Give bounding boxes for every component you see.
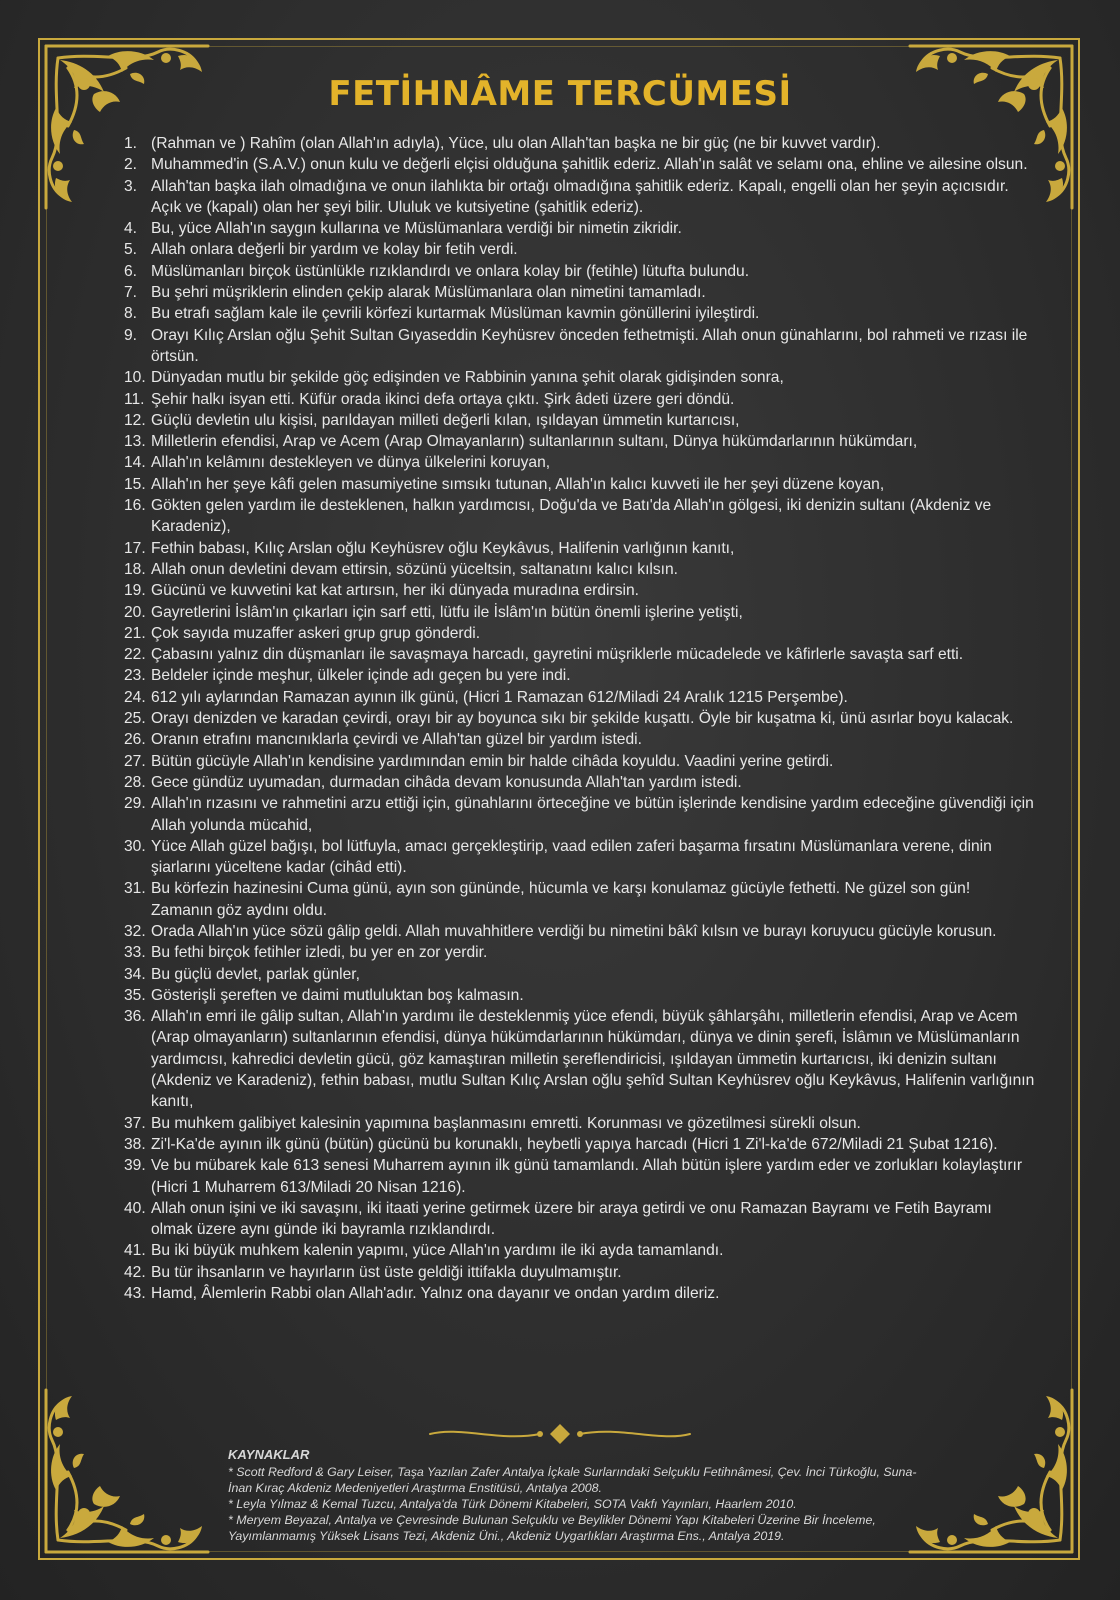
- source-entry: * Scott Redford & Gary Leiser, Taşa Yazılan Zafer Antalya İçkale Surlarındaki Selçuklu Fetihnâmesi, Çev. İnci Türkoğlu, Suna-İnan Kıraç Akdeniz Medeniyetleri Araştırma Enstitüsü, Antalya 2008.: [228, 1465, 917, 1495]
- item-text: Gösterişli şereften ve daimi mutluluktan boş kalmasın.: [151, 986, 524, 1004]
- item-number: 8.: [124, 305, 138, 323]
- item-number: 22.: [124, 646, 146, 664]
- item-number: 11.: [124, 390, 145, 408]
- item-number: 32.: [124, 922, 146, 940]
- item-number: 17.: [124, 539, 146, 557]
- item-text: Bu muhkem galibiyet kalesinin yapımına başlanmasını emretti. Korunması ve gözetilmesi sürekli olsun.: [151, 1114, 861, 1132]
- list-item: [124, 1134, 1036, 1155]
- list-item: [124, 1006, 1036, 1112]
- item-text: Bu iki büyük muhkem kalenin yapımı, yüce Allah'ın yardımı ile iki ayda tamamlandı.: [151, 1242, 724, 1260]
- list-item: [124, 239, 1036, 260]
- item-number: 30.: [124, 837, 146, 855]
- item-number: 37.: [124, 1114, 146, 1132]
- item-number: 14.: [124, 454, 146, 472]
- item-text: Allah'ın her şeye kâfi gelen masumiyetine sımsıkı tutunan, Allah'ın kalıcı kuvveti ile her şeyi düzene koyan,: [151, 475, 885, 493]
- list-item: [124, 602, 1036, 623]
- item-number: 4.: [124, 220, 138, 238]
- item-number: 13.: [124, 433, 146, 451]
- list-item: [124, 495, 1036, 538]
- item-number: 33.: [124, 944, 146, 962]
- item-text: Gökten gelen yardım ile desteklenen, halkın yardımcısı, Doğu'da ve Batı'da Allah'ın gölgesi, iki denizin sultanı (Akdeniz ve Karadeniz),: [151, 497, 992, 536]
- item-number: 2.: [124, 156, 138, 174]
- item-text: Allah'ın kelâmını destekleyen ve dünya ülkelerini koruyan,: [151, 454, 551, 472]
- list-item: [124, 325, 1036, 368]
- item-number: 35.: [124, 986, 146, 1004]
- item-text: Bu fethi birçok fetihler izledi, bu yer en zor yerdir.: [151, 944, 488, 962]
- item-number: 31.: [124, 880, 146, 898]
- gold-floral-corner-icon: [904, 1384, 1080, 1560]
- source-entry: * Meryem Beyazal, Antalya ve Çevresinde Bulunan Selçuklu ve Beylikler Dönemi Yapı Kitabeleri Üzerine Bir İnceleme, Yayımlanmamış Yüksek Lisans Tezi, Akdeniz Üni., Akdeniz Uygarlıkları Araştırma Ens., Antalya 2019.: [228, 1513, 876, 1543]
- list-item: [124, 176, 1036, 219]
- item-text: Dünyadan mutlu bir şekilde göç edişinden ve Rabbinin yanına şehit olarak gidişinden sonra,: [151, 369, 784, 387]
- item-number: 24.: [124, 688, 146, 706]
- item-number: 27.: [124, 752, 146, 770]
- item-text: Bu, yüce Allah'ın saygın kullarına ve Müslümanlara verdiği bir nimetin zikridir.: [151, 220, 682, 238]
- list-item: [124, 282, 1036, 303]
- item-text: Allah onun devletini devam ettirsin, sözünü yüceltsin, saltanatını kalıcı kılsın.: [151, 560, 678, 578]
- item-text: Allah onlara değerli bir yardım ve kolay bir fetih verdi.: [151, 241, 518, 259]
- item-number: 21.: [124, 624, 146, 642]
- item-number: 18.: [124, 560, 146, 578]
- list-item: [124, 580, 1036, 601]
- list-item: [124, 474, 1036, 495]
- item-number: 36.: [124, 1008, 146, 1026]
- list-item: [124, 154, 1036, 175]
- item-number: 43.: [124, 1285, 146, 1303]
- list-item: [124, 410, 1036, 431]
- item-number: 42.: [124, 1263, 146, 1281]
- item-number: 9.: [124, 326, 138, 344]
- item-text: Çok sayıda muzaffer askeri grup grup gönderdi.: [151, 624, 481, 642]
- list-item: [124, 367, 1036, 388]
- item-number: 29.: [124, 795, 146, 813]
- list-item: [124, 1283, 1036, 1304]
- item-text: Bu etrafı sağlam kale ile çevrili körfezi kurtarmak Müslüman kavmin gönüllerini iyileştirdi.: [151, 305, 760, 323]
- item-number: 1.: [124, 135, 138, 152]
- item-text: Muhammed'in (S.A.V.) onun kulu ve değerli elçisi olduğuna şahitlik ederiz. Allah'ın salât ve selamı ona, ehline ve ailesine olsun.: [151, 156, 1028, 174]
- list-item: [124, 1262, 1036, 1283]
- item-text: Gayretlerini İslâm'ın çıkarları için sarf etti, lütfu ile İslâm'ın bütün önemli işlerine yetişti,: [151, 603, 743, 621]
- item-text: Orayı Kılıç Arslan oğlu Şehit Sultan Gıyaseddin Keyhüsrev önceden fethetmişti. Allah onun günahlarını, bol rahmeti ve rızası ile örtsün.: [151, 326, 1028, 365]
- item-text: Orayı denizden ve karadan çevirdi, orayı bir ay boyunca sıkı bir şekilde kuşattı. Öyle bir kuşatma ki, ünü asırlar boyu kalacak.: [151, 710, 1014, 728]
- list-item: [124, 303, 1036, 324]
- item-text: Şehir halkı isyan etti. Küfür orada ikinci defa ortaya çıktı. Şirk âdeti üzere geri döndü.: [151, 390, 735, 408]
- item-text: Yüce Allah güzel bağışı, bol lütfuyla, amacı gerçekleştirip, vaad edilen zaferi başarma fırsatını Müslümanlara verene, dinin şiarlarını yüceltene kadar (cihâd etti).: [151, 837, 992, 877]
- item-number: 28.: [124, 773, 146, 791]
- item-number: 16.: [124, 497, 146, 515]
- item-number: 10.: [124, 369, 146, 387]
- sources-section: [228, 1447, 928, 1544]
- list-item: [124, 985, 1036, 1006]
- list-item: [124, 729, 1036, 750]
- item-number: 23.: [124, 667, 146, 685]
- item-number: 39.: [124, 1157, 146, 1175]
- ornamental-divider-icon: [420, 1422, 700, 1446]
- list-item: [124, 431, 1036, 452]
- list-item: [124, 1155, 1036, 1198]
- source-entry: * Leyla Yılmaz & Kemal Tuzcu, Antalya'da Türk Dönemi Kitabeleri, SOTA Vakfı Yayınları, Haarlem 2010.: [228, 1497, 797, 1511]
- item-number: 7.: [124, 284, 138, 302]
- item-text: 612 yılı aylarından Ramazan ayının ilk günü, (Hicri 1 Ramazan 612/Miladi 24 Aralık 1215 Perşembe).: [151, 688, 848, 706]
- item-text: (Rahman ve ) Rahîm (olan Allah'ın adıyla), Yüce, ulu olan Allah'tan başka ne bir güç (ne bir kuvvet vardır).: [151, 135, 881, 152]
- item-number: 41.: [124, 1242, 146, 1260]
- list-item: [124, 772, 1036, 793]
- item-text: Bu tür ihsanların ve hayırların üst üste geldiği ittifakla duyulmamıştır.: [151, 1263, 622, 1281]
- list-item: [124, 836, 1036, 879]
- item-text: Bu körfezin hazinesini Cuma günü, ayın son gününde, hücumla ve karşı konulamaz gücüyle fethetti. Ne güzel son gün! Zamanın göz aydını oldu.: [151, 880, 971, 919]
- list-item: [124, 878, 1036, 921]
- item-text: Gücünü ve kuvvetini kat kat artırsın, her iki dünyada muradına erdirsin.: [151, 582, 639, 600]
- list-item: [124, 964, 1036, 985]
- item-text: Milletlerin efendisi, Arap ve Acem (Arap Olmayanların) sultanlarının sultanı, Dünya hükümdarlarının hükümdarı,: [151, 433, 918, 451]
- list-item: [124, 942, 1036, 963]
- list-item: [124, 708, 1036, 729]
- list-item: [124, 538, 1036, 559]
- list-item: [124, 793, 1036, 836]
- item-text: Allah'ın emri ile gâlip sultan, Allah'ın yardımı ile desteklenmiş yüce efendi, büyük şâhlarşâhı, milletlerin efendisi, Arap ve Acem (Arap olmayanların) sultanlarının efendisi, dünya hükümdarlarının hükümdarı, dünya ve dinin şerefi, İslâmın ve Müslümanların yardımcısı, kahredici devletin gücü, göz kamaştıran milletin şereflendiricisi, ışıldayan ümmetin kurtarıcısı, iki denizin sultanı (Akdeniz ve Karadeniz), fethin babası, mutlu Sultan Kılıç Arslan oğlu şehîd Sultan Keyhüsrev oğlu Keykâvus, Halifenin varlığının kanıtı,: [151, 1008, 1035, 1111]
- item-number: 38.: [124, 1135, 146, 1153]
- translation-list: [124, 133, 1036, 1304]
- list-item: [124, 623, 1036, 644]
- list-item: [124, 218, 1036, 239]
- list-item: [124, 559, 1036, 580]
- item-text: Hamd, Âlemlerin Rabbi olan Allah'adır. Yalnız ona dayanır ve ondan yardım dileriz.: [151, 1285, 720, 1303]
- item-number: 25.: [124, 710, 146, 728]
- item-text: Ve bu mübarek kale 613 senesi Muharrem ayının ilk günü tamamlandı. Allah bütün işlere yardım eder ve zorlukları kolaylaştırır (Hicri 1 Muharrem 613/Miladi 20 Nisan 1216).: [151, 1157, 1023, 1196]
- list-item: [124, 644, 1036, 665]
- item-number: 40.: [124, 1199, 146, 1217]
- list-item: [124, 921, 1036, 942]
- item-text: Fethin babası, Kılıç Arslan oğlu Keyhüsrev oğlu Keykâvus, Halifenin varlığının kanıtı,: [151, 539, 735, 557]
- item-text: Müslümanları birçok üstünlükle rızıklandırdı ve onlara kolay bir (fetihle) lütufta bulundu.: [151, 262, 750, 280]
- item-number: 5.: [124, 241, 138, 259]
- list-item: [124, 133, 1036, 154]
- list-item: [124, 751, 1036, 772]
- item-text: Allah'tan başka ilah olmadığına ve onun ilahlıkta bir ortağı olmadığına şahitlik ederiz. Kapalı, engelli olan her şeyin açıcısıdır. Açık ve (kapalı) olan her şeyi bilir. Ululuk ve kutsiyetine (şahitlik ederiz).: [151, 177, 1009, 216]
- item-text: Gece gündüz uyumadan, durmadan cihâda devam konusunda Allah'tan yardım istedi.: [151, 773, 742, 791]
- item-number: 15.: [124, 475, 146, 493]
- item-number: 34.: [124, 965, 146, 983]
- list-item: [124, 1240, 1036, 1261]
- item-text: Orada Allah'ın yüce sözü gâlip geldi. Allah muvahhitlere verdiği bu nimetini bâkî kılsın ve burayı koruyucu gücüyle korusun.: [151, 922, 997, 940]
- item-text: Allah'ın rızasını ve rahmetini arzu ettiği için, günahlarını örteceğine ve bütün işlerinde kendisine yardım edeceğine güvendiği için Allah yolunda mücahid,: [151, 795, 1034, 834]
- item-text: Güçlü devletin ulu kişisi, parıldayan milleti değerli kılan, ışıldayan ümmetin kurtarıcısı,: [151, 411, 740, 429]
- item-number: 6.: [124, 262, 138, 280]
- list-item: [124, 1113, 1036, 1134]
- item-number: 19.: [124, 582, 146, 600]
- item-text: Çabasını yalnız din düşmanları ile savaşmaya harcadı, gayretini müşriklerle mücadelede ve kâfirlerle savaşta sarf etti.: [151, 646, 964, 664]
- list-item: [124, 687, 1036, 708]
- sources-heading: KAYNAKLAR: [228, 1447, 310, 1462]
- item-number: 20.: [124, 603, 146, 621]
- list-item: [124, 1198, 1036, 1241]
- list-item: [124, 452, 1036, 473]
- item-text: Bu şehri müşriklerin elinden çekip alarak Müslümanlara olan nimetini tamamladı.: [151, 284, 706, 302]
- list-item: [124, 389, 1036, 410]
- item-text: Allah onun işini ve iki savaşını, iki itaati yerine getirmek üzere bir araya getirdi ve onu Ramazan Bayramı ve Fetih Bayramı olmak üzere aynı günde iki bayramla rızıklandırdı.: [151, 1199, 992, 1239]
- item-number: 26.: [124, 731, 146, 749]
- list-item: [124, 261, 1036, 282]
- item-text: Oranın etrafını mancınıklarla çevirdi ve Allah'tan güzel bir yardım istedi.: [151, 731, 642, 749]
- page-title: FETİHNÂME TERCÜMESİ: [328, 74, 792, 114]
- item-text: Bütün gücüyle Allah'ın kendisine yardımından emin bir halde cihâda koyuldu. Vaadini yerine getirdi.: [151, 752, 834, 770]
- item-text: Bu güçlü devlet, parlak günler,: [151, 965, 360, 983]
- list-item: [124, 665, 1036, 686]
- item-text: Zi'l-Ka'de ayının ilk günü (bütün) gücünü bu korunaklı, heybetli yapıya harcadı (Hicri 1 Zi'l-ka'de 672/Miladi 21 Şubat 1216).: [151, 1135, 998, 1153]
- item-text: Beldeler içinde meşhur, ülkeler içinde adı geçen bu yere indi.: [151, 667, 571, 685]
- gold-floral-corner-icon: [38, 1384, 214, 1560]
- item-number: 12.: [124, 411, 146, 429]
- item-number: 3.: [124, 177, 138, 195]
